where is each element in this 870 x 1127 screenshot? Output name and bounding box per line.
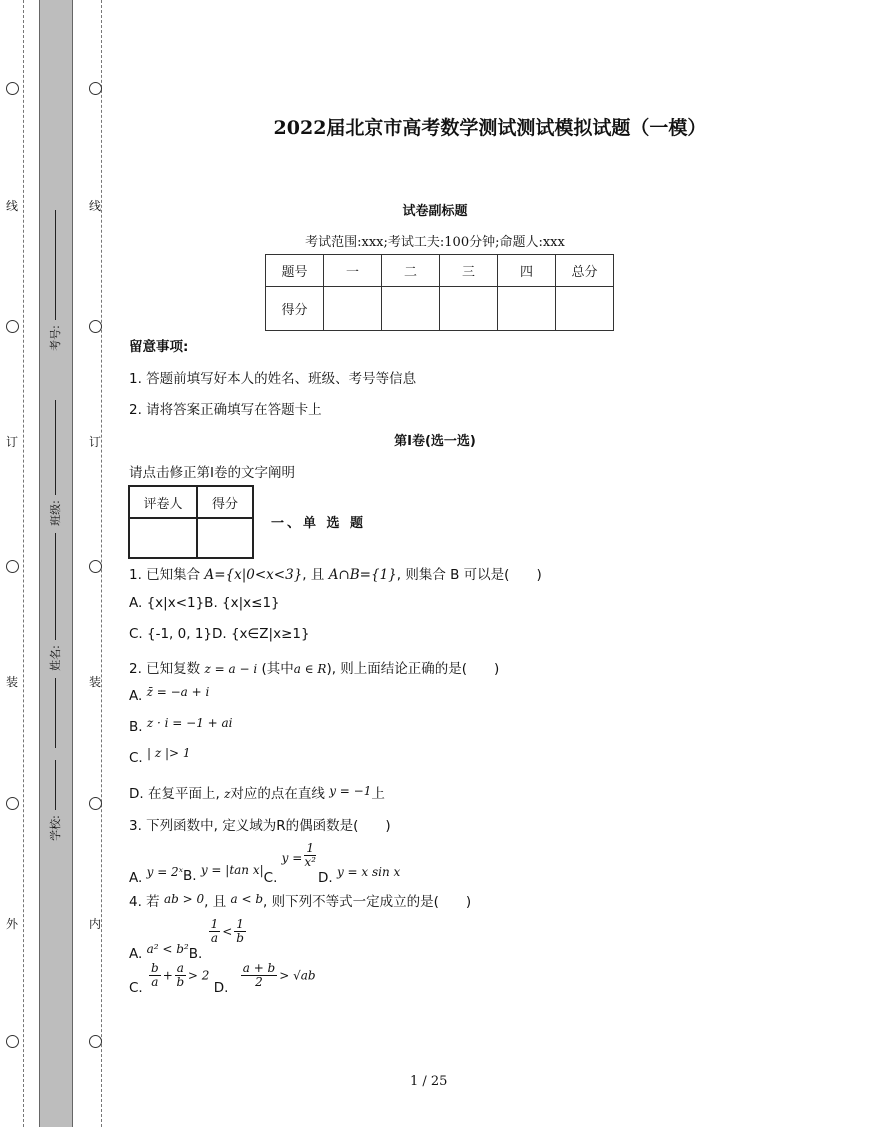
punch-hole-circle xyxy=(6,797,19,810)
q1-text: , 则集合 B 可以是( ) xyxy=(396,567,542,583)
q1-text: , 且 xyxy=(302,567,325,583)
option-text: 上 xyxy=(371,786,385,802)
fraction-numerator: 1 xyxy=(236,917,244,931)
fraction xyxy=(175,962,186,989)
option-formula: y = −1 xyxy=(329,784,372,798)
question-2-option-c xyxy=(129,746,191,766)
option-label: A. xyxy=(129,688,143,704)
field-label: 考号: xyxy=(49,325,62,351)
punch-hole-circle xyxy=(6,320,19,333)
punch-hole-circle xyxy=(89,1035,102,1048)
fraction xyxy=(304,842,316,869)
question-4-stem xyxy=(129,890,471,910)
note-item: 1. 答题前填写好本人的姓名、班级、考号等信息 xyxy=(129,371,417,387)
fraction xyxy=(234,918,246,945)
option-label: A. xyxy=(129,869,143,886)
q4-condition: a < b xyxy=(230,892,264,906)
q2-text: (其中 xyxy=(261,661,294,677)
option-text: D. 在复平面上, xyxy=(129,786,220,802)
field-line xyxy=(55,580,56,640)
option-formula: y = 2ˣ xyxy=(146,864,183,879)
score-header-cell: 三 xyxy=(440,255,498,287)
option-label: B. xyxy=(188,945,203,962)
question-2-option-a xyxy=(129,685,210,704)
exam-subtitle: 试卷副标题 xyxy=(402,204,468,219)
notes-heading: 留意事项: xyxy=(129,339,189,355)
field-name xyxy=(47,580,63,748)
field-line xyxy=(55,210,56,320)
q2-a-real: a ∈ R xyxy=(293,662,327,676)
q4-text: , 且 xyxy=(204,894,227,910)
fraction-numerator: 1 xyxy=(306,841,314,855)
inner-mark-nei: 内 xyxy=(89,917,102,931)
grader-header-cell: 得分 xyxy=(197,486,253,518)
score-header-cell: 四 xyxy=(498,255,556,287)
score-header-cell: 一 xyxy=(324,255,382,287)
question-3-options xyxy=(129,841,401,886)
question-4-options-cd xyxy=(129,961,316,996)
question-3-stem: 3. 下列函数中, 定义域为R的偶函数是( ) xyxy=(129,818,391,834)
exam-info: 考试范围:xxx;考试工夫:100分钟;命题人:xxx xyxy=(305,235,565,250)
outer-dashed-line xyxy=(23,0,24,1127)
outer-mark-zhuang: 装 xyxy=(6,675,19,689)
option-formula: > 2 xyxy=(187,968,210,983)
inner-mark-ding: 订 xyxy=(89,435,102,449)
option-label: A. xyxy=(129,945,143,962)
punch-hole-circle xyxy=(89,320,102,333)
punch-hole-circle xyxy=(89,82,102,95)
grader-table xyxy=(128,485,254,559)
option-label: C. xyxy=(129,750,143,766)
option-formula: y = xyxy=(281,850,303,865)
option-formula: y = |tan x| xyxy=(200,862,264,877)
option-label: B. xyxy=(129,719,143,735)
part-title: 一、单 选 题 xyxy=(271,516,367,531)
grader-cell[interactable] xyxy=(129,518,197,558)
question-4-options-ab xyxy=(129,917,248,962)
score-header-cell: 题号 xyxy=(266,255,324,287)
field-class xyxy=(47,400,63,593)
page-number: 1 / 25 xyxy=(410,1074,448,1089)
field-line xyxy=(55,760,56,810)
exam-title: 2022届北京市高考数学测试测试模拟试题（一模） xyxy=(273,117,707,139)
q1-set-a: A={x|0<x<3} xyxy=(204,567,303,583)
question-2-stem xyxy=(129,657,499,677)
fraction-denominator: 2 xyxy=(255,975,263,989)
outer-mark-wai: 外 xyxy=(6,917,19,931)
option-operator: + xyxy=(162,968,173,983)
question-1-options-cd: C. {-1, 0, 1}D. {x∈Z|x≥1} xyxy=(129,626,310,642)
q2-z-def: z = a − i xyxy=(204,662,258,676)
field-school xyxy=(47,760,63,841)
fraction-numerator: b xyxy=(151,961,159,975)
fraction-denominator: x² xyxy=(304,855,316,869)
fraction-denominator: b xyxy=(176,975,185,989)
option-label: C. xyxy=(129,979,143,996)
option-formula: z̄ = −a + i xyxy=(146,685,210,699)
field-label: 班级: xyxy=(49,500,62,526)
option-label: D. xyxy=(213,979,229,996)
punch-hole-circle xyxy=(6,560,19,573)
option-text: 对应的点在直线 xyxy=(230,786,325,802)
grader-header-row xyxy=(129,486,253,518)
fraction-numerator: 1 xyxy=(210,917,219,931)
fraction-denominator: a xyxy=(151,975,159,989)
fraction-denominator: b xyxy=(236,931,244,945)
punch-hole-circle xyxy=(89,797,102,810)
outer-mark-xian: 线 xyxy=(6,199,19,213)
question-2-option-d xyxy=(129,782,385,802)
option-label: B. xyxy=(182,867,197,884)
score-cell[interactable] xyxy=(498,287,556,331)
binding-margin xyxy=(0,0,110,1127)
field-line xyxy=(55,400,56,495)
note-item: 2. 请将答案正确填写在答题卡上 xyxy=(129,402,322,418)
score-table-score-row xyxy=(266,287,614,331)
question-1-stem xyxy=(129,563,542,583)
punch-hole-circle xyxy=(89,560,102,573)
option-formula: z · i = −1 + ai xyxy=(146,716,233,730)
inner-mark-zhuang: 装 xyxy=(89,675,102,689)
fraction-numerator: a + b xyxy=(242,961,276,975)
q1-text: 1. 已知集合 xyxy=(129,567,201,583)
field-label: 学校: xyxy=(49,815,62,841)
grader-header-cell: 评卷人 xyxy=(129,486,197,518)
q4-text: , 则下列不等式一定成立的是( ) xyxy=(263,894,472,910)
score-cell[interactable] xyxy=(556,287,614,331)
option-operator: < xyxy=(222,924,233,939)
outer-mark-ding: 订 xyxy=(6,435,19,449)
punch-hole-circle xyxy=(6,1035,19,1048)
punch-hole-circle xyxy=(6,82,19,95)
score-table xyxy=(265,254,614,331)
option-formula: z xyxy=(224,787,231,801)
fraction xyxy=(241,962,278,989)
score-header-cell: 二 xyxy=(382,255,440,287)
q1-intersection: A∩B={1} xyxy=(328,567,397,583)
option-label: D. xyxy=(317,869,333,886)
option-label: C. xyxy=(263,869,278,886)
option-formula: > √ab xyxy=(279,968,316,983)
option-formula: y = x sin x xyxy=(336,864,401,879)
inner-mark-xian: 线 xyxy=(89,199,102,213)
fraction-numerator: a xyxy=(176,961,184,975)
score-cell[interactable] xyxy=(324,287,382,331)
q2-text: ), 则上面结论正确的是( ) xyxy=(326,661,500,677)
fraction xyxy=(209,918,221,945)
field-label: 姓名: xyxy=(49,645,62,671)
score-table-header-row xyxy=(266,255,614,287)
fraction xyxy=(149,962,161,989)
grader-cell[interactable] xyxy=(197,518,253,558)
q4-condition: ab > 0 xyxy=(163,892,205,906)
score-cell[interactable] xyxy=(440,287,498,331)
field-exam-number xyxy=(47,210,63,351)
fraction-denominator: a xyxy=(210,931,218,945)
field-line xyxy=(55,678,56,748)
option-formula: | z |> 1 xyxy=(147,746,191,760)
section-heading: 第I卷(选一选) xyxy=(394,434,476,449)
score-row-label: 得分 xyxy=(266,287,324,331)
q4-text: 4. 若 xyxy=(129,894,160,910)
option-formula: a² < b² xyxy=(146,941,189,956)
question-2-option-b xyxy=(129,716,233,735)
score-cell[interactable] xyxy=(382,287,440,331)
section-note: 请点击修正第I卷的文字阐明 xyxy=(129,465,295,481)
grader-input-row xyxy=(129,518,253,558)
q2-text: 2. 已知复数 xyxy=(129,661,201,677)
question-1-options-ab: A. {x|x<1}B. {x|x≤1} xyxy=(129,595,280,611)
score-header-cell: 总分 xyxy=(556,255,614,287)
